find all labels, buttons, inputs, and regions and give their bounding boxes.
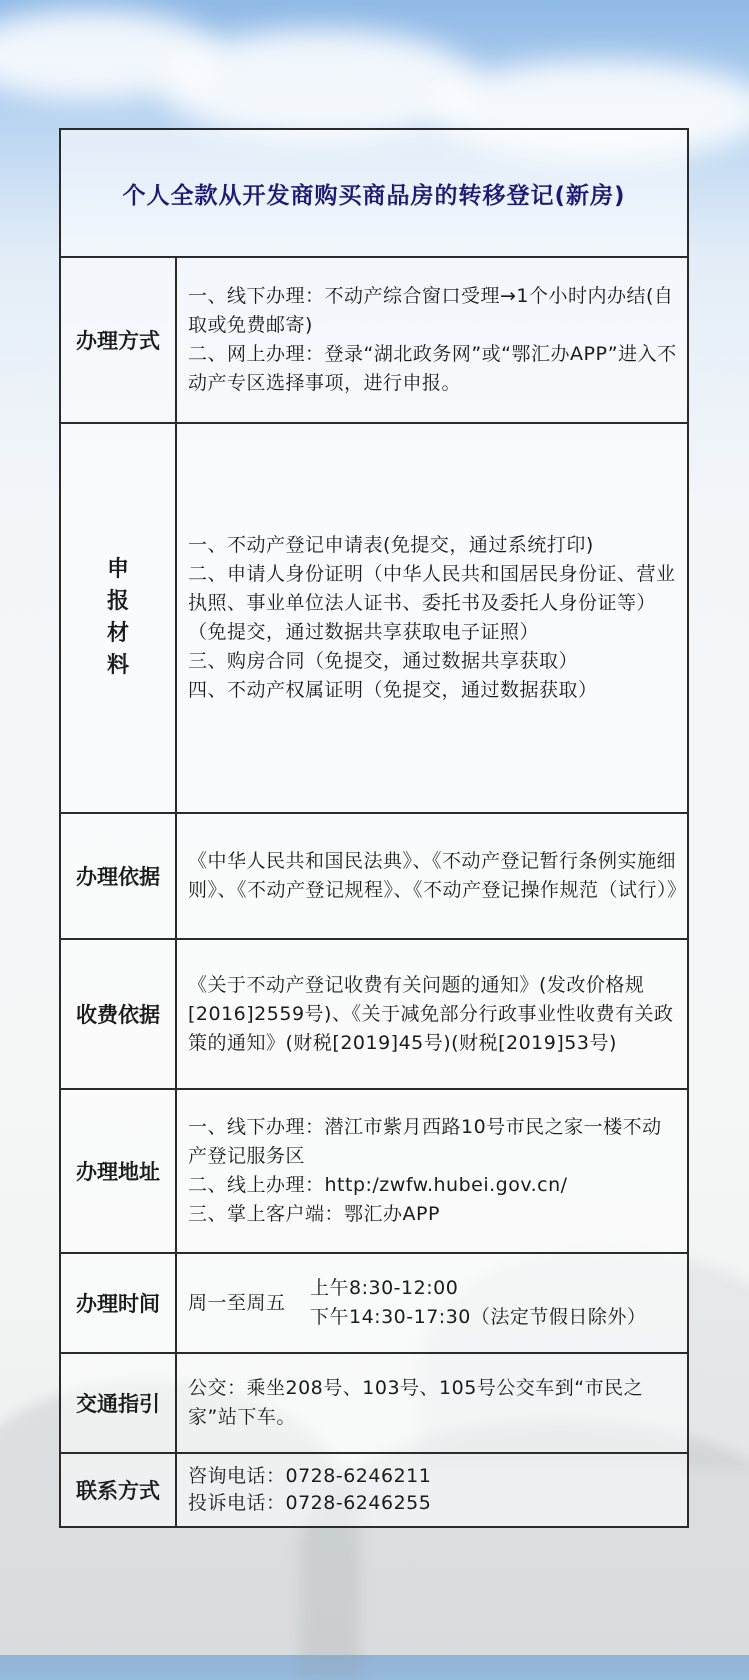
row-label: 办理依据 (60, 813, 176, 939)
table-row (60, 1253, 688, 1353)
hours-morning: 上午8:30-12:00 (310, 1277, 459, 1299)
row-content (176, 939, 688, 1089)
table-row (60, 1089, 688, 1253)
row-content (176, 257, 688, 423)
content-line: 一、线下办理：潜江市紫月西路10号市民之家一楼不动产登记服务区 (188, 1116, 662, 1167)
row-content (176, 423, 688, 813)
content-line: 一、线下办理：不动产综合窗口受理→1个小时内办结(自取或免费邮寄) (188, 285, 674, 336)
row-content (176, 1089, 688, 1253)
row-label: 办理地址 (60, 1089, 176, 1253)
content-line: 《中华人民共和国民法典》、《不动产登记暂行条例实施细则》、《不动产登记规程》、《不动产登记操作规范（试行）》 (188, 850, 687, 901)
hours-days: 周一至周五 (188, 1291, 286, 1314)
content-line: 《关于不动产登记收费有关问题的通知》(发改价格规[2016]2559号)、《关于减免部分行政事业性收费有关政策的通知》(财税[2019]45号)(财税[2019]53号) (188, 973, 674, 1054)
table-row (60, 939, 688, 1089)
row-label: 收费依据 (60, 939, 176, 1089)
phone-complaint: 投诉电话：0728-6246255 (188, 1492, 432, 1514)
table-row (60, 1453, 688, 1527)
table-row (60, 257, 688, 423)
row-content (176, 1353, 688, 1453)
content-line: 公交：乘坐208号、103号、105号公交车到“市民之家”站下车。 (188, 1377, 644, 1428)
hours-slots (310, 1274, 646, 1332)
row-label: 联系方式 (60, 1453, 176, 1527)
row-content (176, 813, 688, 939)
content-line: 三、掌上客户端：鄂汇办APP (188, 1203, 440, 1225)
row-content (176, 1253, 688, 1353)
content-line: 四、不动产权属证明（免提交，通过数据获取） (188, 679, 598, 701)
row-label: 办理时间 (60, 1253, 176, 1353)
content-line: 一、不动产登记申请表(免提交，通过系统打印) (188, 534, 594, 556)
table-row (60, 1353, 688, 1453)
page-title: 个人全款从开发商购买商品房的转移登记(新房) (60, 129, 688, 257)
content-line: 二、线上办理：http:/zwfw.hubei.gov.cn/ (188, 1174, 568, 1196)
row-content (176, 1453, 688, 1527)
row-label-vertical: 申报材料 (106, 557, 129, 678)
table-row (60, 813, 688, 939)
content-line: 二、网上办理：登录“湖北政务网”或“鄂汇办APP”进入不动产专区选择事项，进行申报。 (188, 343, 677, 394)
row-label (60, 423, 176, 813)
row-label: 办理方式 (60, 257, 176, 423)
phone-consult: 咨询电话：0728-6246211 (188, 1465, 432, 1487)
title-row (60, 129, 688, 257)
content-line: 二、申请人身份证明（中华人民共和国居民身份证、营业执照、事业单位法人证书、委托书及委托人身份证等）（免提交，通过数据共享获取电子证照） (188, 563, 676, 643)
hours-afternoon: 下午14:30-17:30（法定节假日除外） (310, 1306, 647, 1328)
content-line: 三、购房合同（免提交，通过数据共享获取） (188, 650, 579, 672)
hours-block (188, 1274, 677, 1332)
info-table (59, 128, 689, 1528)
table-row (60, 423, 688, 813)
row-label: 交通指引 (60, 1353, 176, 1453)
cloud-decoration (160, 30, 480, 140)
